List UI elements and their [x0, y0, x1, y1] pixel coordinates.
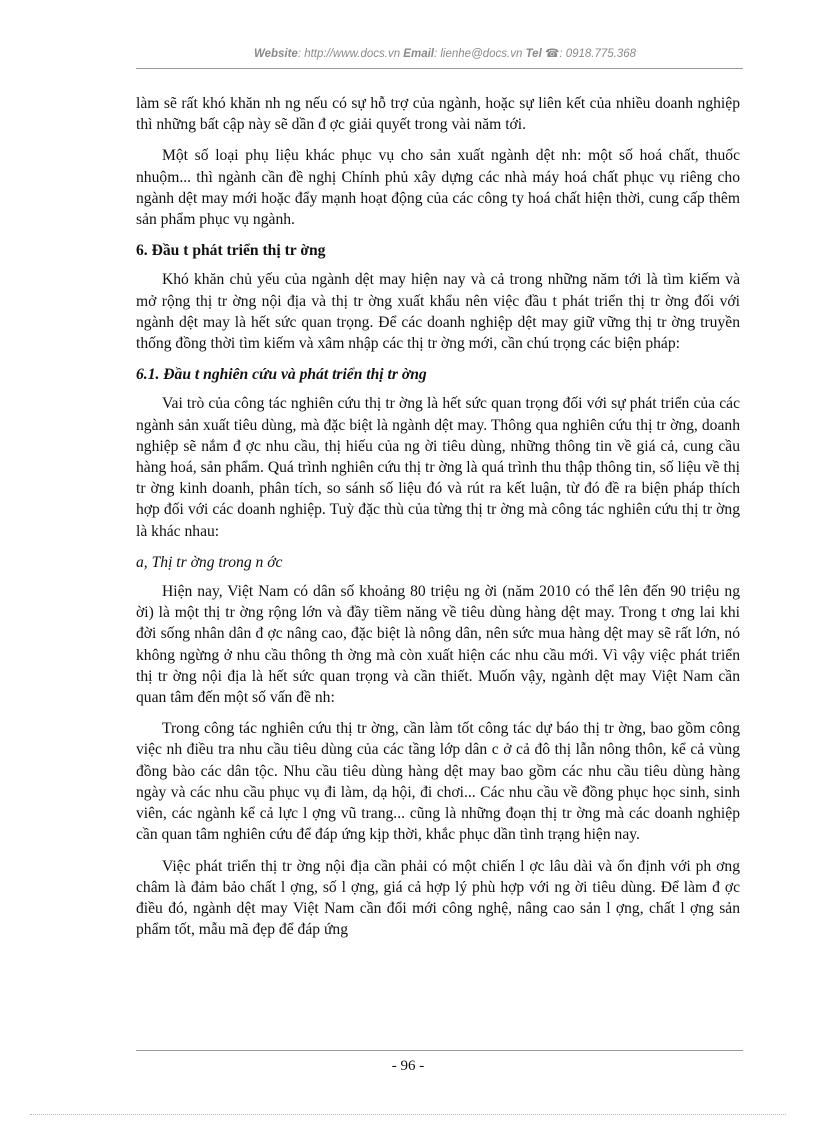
paragraph: Việc phát triển thị tr ờng nội địa cần phải có một chiến l ợc lâu dài và ổn định với ph ơng châm là đảm bảo chất l ợng, số l ợng, giá cả hợp lý phù hợp với ng ời tiêu dùng. Để làm đ ợc điều đó, ngành dệt may Việt Nam cần đổi mới công nghệ, nâng cao sản l ợng, chất l ợng sản phẩm tốt, mẫu mã đẹp để đáp ứng — [136, 857, 740, 939]
page-header — [150, 46, 740, 66]
website-value: : http://www.docs.vn — [297, 48, 401, 60]
subsection-heading: 6.1. Đầu t nghiên cứu và phát triển thị tr ờng — [136, 366, 427, 384]
paragraph: Trong công tác nghiên cứu thị tr ờng, cần làm tốt công tác dự báo thị tr ờng, bao gồm công việc nh điều tra nhu cầu tiêu dùng của các tầng lớp dân c ở cả đô thị lẫn nông thôn, kể cả vùng đồng bào các dân tộc. Nhu cầu tiêu dùng hàng dệt may bao gồm các nhu cầu tiêu dùng hàng ngày và các nhu cầu phục vụ đi làm, dạ hội, đi chơi... Các nhu cầu về đồng phục học sinh, sinh viên, các ngành kể cả lực l ợng vũ trang... cũng là những đoạn thị tr ờng mà các doanh nghiệp cần quan tâm nghiên cứu để đáp ứng kịp thời, khắc phục dần tình trạng hiện nay. — [136, 720, 740, 844]
footer-rule — [136, 1050, 743, 1051]
paragraph: Vai trò của công tác nghiên cứu thị tr ờng là hết sức quan trọng đối với sự phát triển của các ngành sản xuất tiêu dùng, mà đặc biệt là ngành dệt may. Thông qua nghiên cứu thị tr ờng, doanh nghiệp sẽ nắm đ ợc nhu cầu, thị hiếu của ng ời tiêu dùng, những thông tin về giá cả, cung cầu hàng hoá, sản phẩm. Quá trình nghiên cứu thị tr ờng là quá trình thu thập thông tin, số liệu về thị tr ờng kinh doanh, phân tích, so sánh số liệu đó và rút ra kết luận, từ đó đề ra biện pháp thích hợp đối với các doanh nghiệp. Tuỳ đặc thù của từng thị tr ờng mà công tác nghiên cứu thị tr ờng là khác nhau: — [136, 395, 740, 540]
page-edge-dotted-line — [30, 1114, 786, 1115]
header-rule — [136, 68, 743, 69]
email-label: Email — [403, 48, 434, 60]
sub-subsection-heading: a, Thị tr ờng trong n ớc — [136, 553, 283, 571]
tel-value: : 0918.775.368 — [559, 48, 637, 60]
paragraph: Hiện nay, Việt Nam có dân số khoảng 80 triệu ng ời (năm 2010 có thể lên đến 90 triệu ng ời) là một thị tr ờng rộng lớn và đầy tiềm năng về tiêu dùng hàng dệt may. Trong t ơng lai khi đời sống nhân dân đ ợc nâng cao, đặc biệt là nông dân, nên sức mua hàng dệt may sẽ rất lớn, nó không ngừng ở nhu cầu thông th ờng mà còn xuất hiện các nhu cầu mới. Vì vậy việc phát triển thị tr ờng nội địa là hết sức quan trọng và cần thiết. Muốn vậy, ngành dệt may Việt Nam cần quan tâm đến một số vấn đề nh: — [136, 583, 740, 707]
document-body — [136, 93, 740, 950]
email-value: : lienhe@docs.vn — [433, 48, 523, 60]
paragraph: làm sẽ rất khó khăn nh ng nếu có sự hỗ trợ của ngành, hoặc sự liên kết của nhiều doanh nghiệp thì những bất cập này sẽ dần đ ợc giải quyết trong vài năm tới. — [136, 95, 740, 134]
phone-icon: ☎ — [544, 48, 560, 60]
page-number: - 96 - — [391, 1058, 425, 1074]
website-label: Website — [253, 48, 298, 60]
paragraph: Khó khăn chủ yếu của ngành dệt may hiện nay và cả trong những năm tới là tìm kiếm và mở rộng thị tr ờng nội địa và thị tr ờng xuất khẩu nên việc đầu t phát triển thị tr ờng đối với ngành dệt may là hết sức quan trọng. Để các doanh nghiệp dệt may giữ vững thị tr ờng truyền thống đồng thời tìm kiếm và xâm nhập các thị tr ờng mới, cần chú trọng các biện pháp: — [136, 271, 740, 353]
tel-label: Tel — [525, 48, 542, 60]
section-heading: 6. Đầu t phát triển thị tr ờng — [136, 242, 326, 260]
paragraph: Một số loại phụ liệu khác phục vụ cho sản xuất ngành dệt nh: một số hoá chất, thuốc nhuộm... thì ngành cần đề nghị Chính phủ xây dựng các nhà máy hoá chất phục vụ riêng cho ngành dệt may mới hoặc đẩy mạnh hoạt động của các công ty hoá chất hiện thời, cung cấp thêm sản phẩm phục vụ ngành. — [136, 147, 740, 229]
